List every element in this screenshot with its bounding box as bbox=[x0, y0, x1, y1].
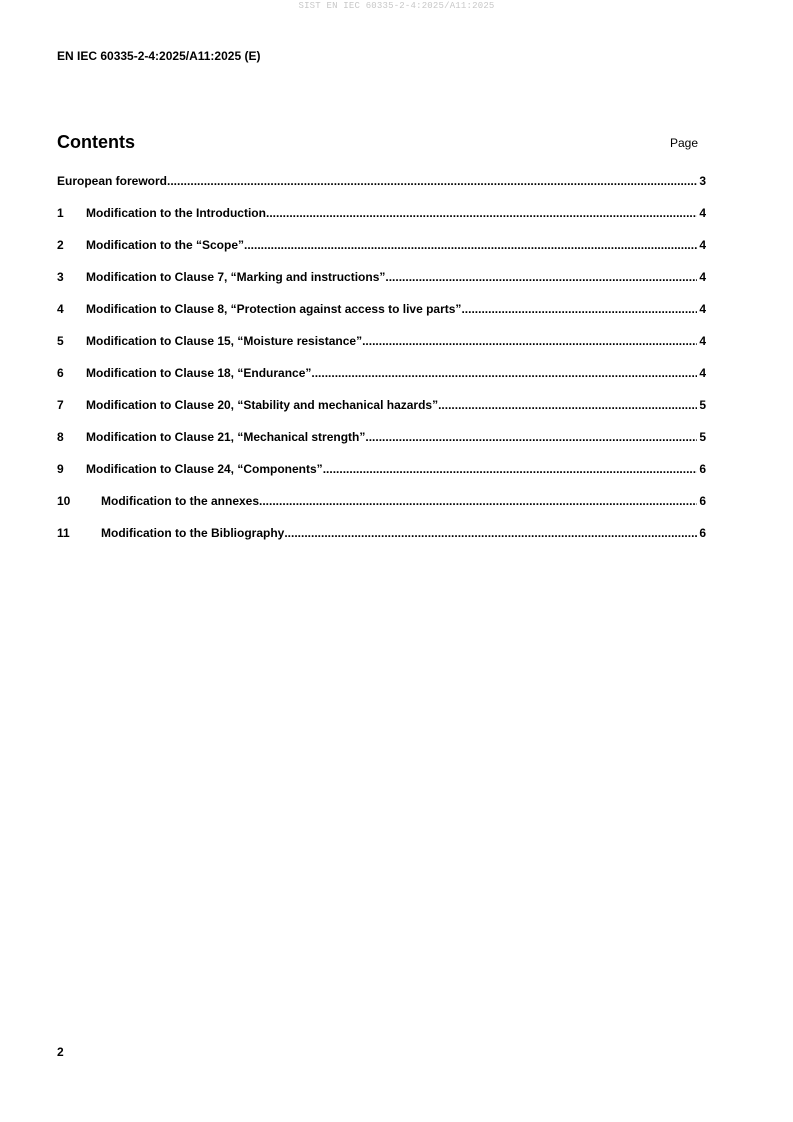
toc-entry-page: 4 bbox=[699, 206, 706, 220]
toc-entry-3[interactable] bbox=[57, 269, 706, 301]
toc-entry-page: 4 bbox=[699, 302, 706, 316]
toc-entry-title: Modification to Clause 18, “Endurance” bbox=[86, 366, 312, 380]
toc-entry-number: 10 bbox=[57, 494, 71, 508]
toc-entry-page: 4 bbox=[699, 238, 706, 252]
toc-leader-dots bbox=[438, 397, 697, 413]
toc-entry-page: 6 bbox=[699, 462, 706, 476]
toc-entry-page: 5 bbox=[699, 430, 706, 444]
toc-entry-number: 3 bbox=[57, 270, 64, 284]
toc-entry-page: 3 bbox=[699, 174, 706, 188]
toc-entry-number: 8 bbox=[57, 430, 64, 444]
toc-entry-page: 4 bbox=[699, 334, 706, 348]
toc-entry-10[interactable] bbox=[57, 493, 706, 525]
toc-entry-title: Modification to Clause 20, “Stability and mechanical hazards” bbox=[86, 398, 439, 412]
toc-entry-6[interactable] bbox=[57, 365, 706, 397]
toc-entry-title: Modification to the Bibliography bbox=[101, 526, 285, 540]
toc-leader-dots bbox=[362, 333, 697, 349]
toc-entry-title: Modification to Clause 24, “Components” bbox=[86, 462, 323, 476]
toc-leader-dots bbox=[167, 173, 697, 189]
toc-entry-page: 6 bbox=[699, 494, 706, 508]
toc-entry-number: 9 bbox=[57, 462, 64, 476]
toc-entry-5[interactable] bbox=[57, 333, 706, 365]
document-identifier: EN IEC 60335-2-4:2025/A11:2025 (E) bbox=[57, 49, 261, 63]
toc-entry-4[interactable] bbox=[57, 301, 706, 333]
toc-entry-9[interactable] bbox=[57, 461, 706, 493]
toc-leader-dots bbox=[244, 237, 697, 253]
toc-leader-dots bbox=[461, 301, 697, 317]
contents-heading: Contents bbox=[57, 132, 135, 152]
toc-leader-dots bbox=[259, 493, 697, 509]
toc-entry-title: Modification to the “Scope” bbox=[86, 238, 244, 252]
toc-leader-dots bbox=[323, 461, 698, 477]
toc-leader-dots bbox=[266, 205, 697, 221]
toc-entry-8[interactable] bbox=[57, 429, 706, 461]
toc-entry-title: Modification to the Introduction bbox=[86, 206, 266, 220]
toc-leader-dots bbox=[385, 269, 697, 285]
toc-entry-page: 4 bbox=[699, 366, 706, 380]
toc-entry-foreword[interactable] bbox=[57, 173, 706, 205]
toc-leader-dots bbox=[284, 525, 697, 541]
toc-entry-number: 1 bbox=[57, 206, 64, 220]
page-number: 2 bbox=[57, 1045, 64, 1059]
toc-entry-number: 6 bbox=[57, 366, 64, 380]
toc-entry-title: Modification to Clause 7, “Marking and instructions” bbox=[86, 270, 386, 284]
toc-entry-number: 2 bbox=[57, 238, 64, 252]
toc-entry-number: 11 bbox=[57, 526, 70, 540]
toc-entry-page: 5 bbox=[699, 398, 706, 412]
page-column-label: Page bbox=[669, 136, 698, 150]
toc-entry-7[interactable] bbox=[57, 397, 706, 429]
toc-entry-title: Modification to Clause 15, “Moisture resistance” bbox=[86, 334, 363, 348]
toc-leader-dots bbox=[365, 429, 697, 445]
table-of-contents bbox=[57, 173, 706, 557]
document-watermark: SIST EN IEC 60335-2-4:2025/A11:2025 bbox=[298, 1, 495, 11]
toc-entry-number: 5 bbox=[57, 334, 64, 348]
toc-entry-1[interactable] bbox=[57, 205, 706, 237]
toc-entry-2[interactable] bbox=[57, 237, 706, 269]
toc-entry-title: European foreword bbox=[57, 174, 168, 188]
toc-entry-number: 7 bbox=[57, 398, 64, 412]
toc-entry-number: 4 bbox=[57, 302, 64, 316]
toc-entry-title: Modification to the annexes bbox=[101, 494, 260, 508]
toc-entry-page: 6 bbox=[699, 526, 706, 540]
toc-leader-dots bbox=[311, 365, 697, 381]
toc-entry-title: Modification to Clause 21, “Mechanical strength” bbox=[86, 430, 366, 444]
toc-entry-page: 4 bbox=[699, 270, 706, 284]
toc-entry-11[interactable] bbox=[57, 525, 706, 557]
toc-entry-title: Modification to Clause 8, “Protection against access to live parts” bbox=[86, 302, 462, 316]
